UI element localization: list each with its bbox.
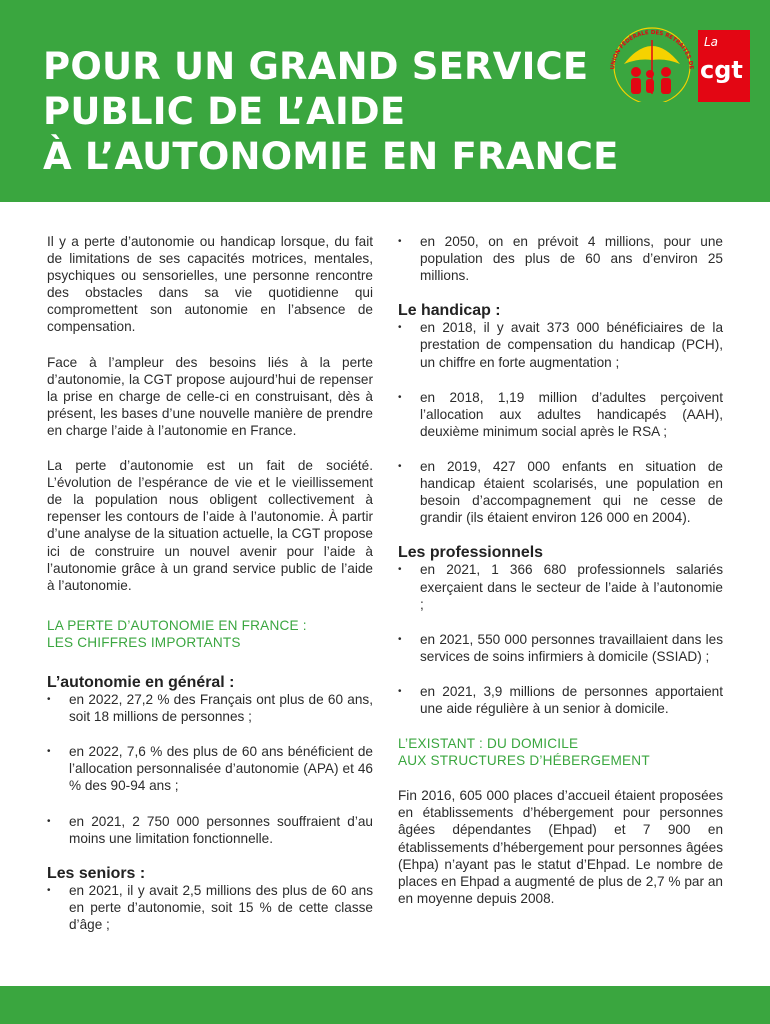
existant-paragraph: Fin 2016, 605 000 places d’accueil étaient proposées en établissements d’hébergement pour personnes âgées dépendantes (Ehpad) et 7 900 en établissements d’hébergement pour personnes âgées (Ehpa) n’ayant pas le statut d’Ehpad. Le nombre de places en Ehpad a augmenté de plus de 2,7 % par an en moyenne depuis 2008. (398, 788, 723, 906)
list-item: • en 2022, 7,6 % des plus de 60 ans bénéficient de l’allocation personnalisée d’autonomie (APA) et 46 % des 90-94 ans ; (47, 743, 373, 794)
seniors-list (47, 882, 373, 933)
list-item: • en 2021, 1 366 680 professionnels salariés exerçaient dans le secteur de l’aide à l’autonomie ; (398, 561, 723, 612)
left-column (47, 233, 373, 933)
list-item: • en 2021, 2 750 000 personnes souffraient d’au moins une limitation fonctionnelle. (47, 813, 373, 847)
subheading-seniors: Les seniors : (47, 864, 146, 882)
title-line: À L’AUTONOMIE EN FRANCE (43, 135, 619, 178)
list-item: • en 2019, 427 000 enfants en situation de handicap étaient scolarisés, une population en besoin d’accompagnement qui ne cesse de grandir (ils étaient environ 126 000 en 2004). (398, 458, 723, 526)
footer-band (0, 986, 770, 1024)
list-item: • en 2021, 3,9 millions de personnes apportaient une aide régulière à un senior à domicile. (398, 683, 723, 717)
intro-paragraph: Il y a perte d’autonomie ou handicap lorsque, du fait de limitations de ses capacités motrices, mentales, psychiques ou sensorielles, une personne rencontre des obstacles dans sa vie quotidienne qui compromettent son autonomie en l’absence de compensation. (47, 234, 373, 335)
subheading-professionnels: Les professionnels (398, 544, 543, 562)
title-line: POUR UN GRAND SERVICE (43, 45, 589, 88)
page-title (43, 44, 619, 179)
list-item: • en 2021, 550 000 personnes travaillaient dans les services de soins infirmiers à domicile (SSIAD) ; (398, 631, 723, 665)
list-item: • en 2021, il y avait 2,5 millions des plus de 60 ans en perte d’autonomie, soit 15 % de cette classe d’âge ; (47, 882, 373, 933)
list-item: • en 2022, 27,2 % des Français ont plus de 60 ans, soit 18 millions de personnes ; (47, 691, 373, 725)
union-logo-icon (600, 10, 758, 102)
logos (600, 10, 758, 102)
section-heading-existant: L’EXISTANT : DU DOMICILE AUX STRUCTURES D’HÉBERGEMENT (398, 736, 650, 769)
right-column (398, 233, 723, 907)
intro-paragraph: Face à l’ampleur des besoins liés à la perte d’autonomie, la CGT propose aujourd’hui de repenser la prise en charge de celle-ci en construisant, dès à présent, les bases d’une nouvelle manière de prendre en charge l’aide à l’autonomie en France. (47, 354, 373, 438)
professionnels-list (398, 561, 723, 717)
title-line: PUBLIC DE L’AIDE (43, 90, 406, 133)
list-item: • en 2050, on en prévoit 4 millions, pour une population des plus de 60 ans d’environ 25 millions. (398, 233, 723, 284)
handicap-list (398, 319, 723, 526)
general-list (47, 691, 373, 847)
cgt-logo-top: La (704, 35, 719, 49)
cgt-logo-text: cgt (700, 56, 743, 84)
subheading-general: L’autonomie en général : (47, 673, 235, 691)
svg-text:UNION FÉDÉRALE DES RETRAITÉS D (600, 10, 694, 72)
subheading-handicap: Le handicap : (398, 302, 501, 320)
intro-paragraph: La perte d’autonomie est un fait de société. L’évolution de l’espérance de vie et le vieillissement de la population nous obligent collectivement à repenser les contours de l’aide à l’autonomie. À partir d’une analyse de la situation actuelle, la CGT propose ici de construire un nouvel avenir pour l’aide à l’autonomie grâce à un grand service public de l’aide à l’autonomie. (47, 458, 373, 593)
union-logo-text: UNION FÉDÉRALE DES RETRAITÉS DE (610, 29, 694, 70)
list-item: • en 2018, 1,19 million d’adultes perçoivent l’allocation aux adultes handicapés (AAH), deuxième minimum social après le RSA ; (398, 389, 723, 440)
list-item: • en 2018, il y avait 373 000 bénéficiaires de la prestation de compensation du handicap (PCH), un chiffre en forte augmentation ; (398, 319, 723, 370)
seniors-list-continued (398, 233, 723, 284)
section-heading-chiffres: LA PERTE D’AUTONOMIE EN FRANCE : LES CHIFFRES IMPORTANTS (47, 617, 307, 650)
